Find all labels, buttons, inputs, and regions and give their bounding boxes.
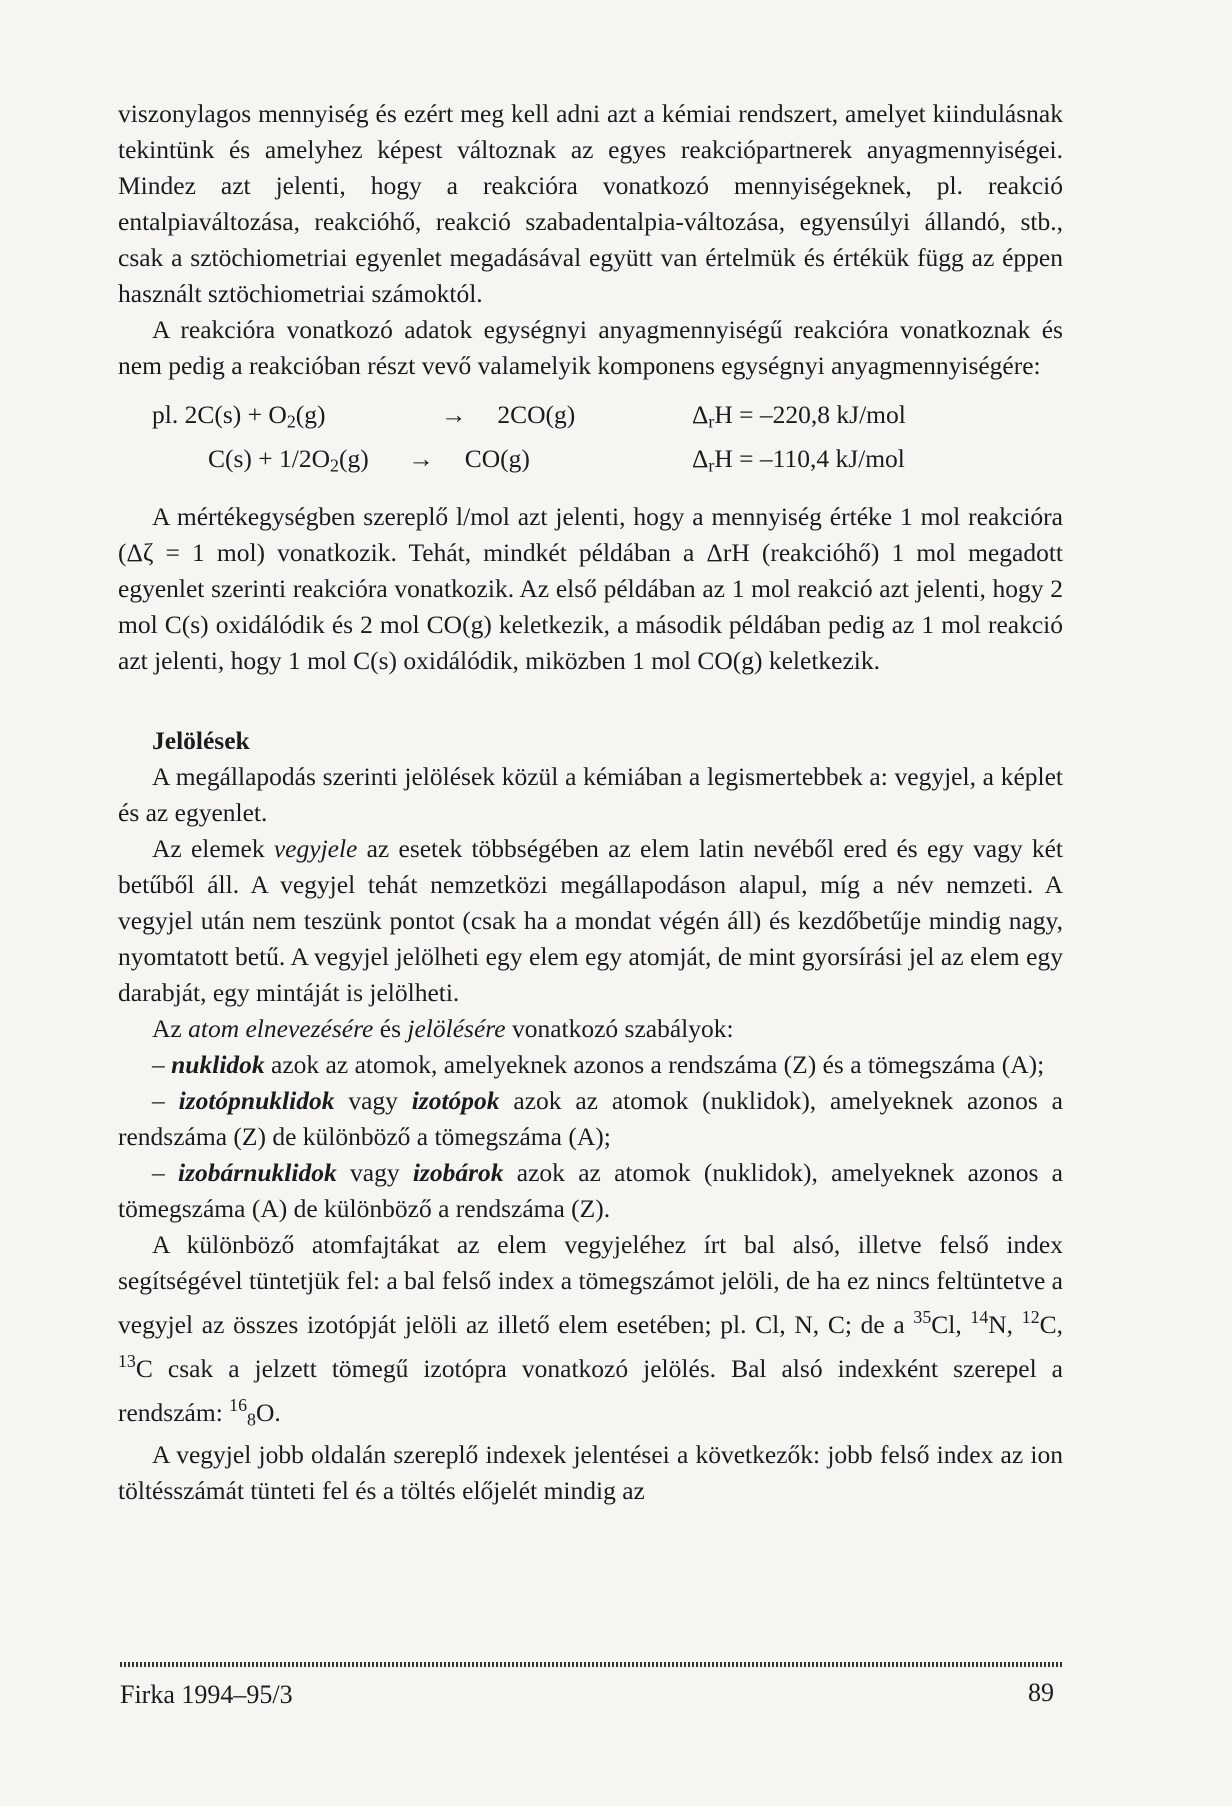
- equation-1-reactants: $2C(s) + O_2(g)$: [184, 400, 326, 432]
- paragraph-3: A mértékegységben szereplő l/mol azt jelenti, hogy a mennyiség értéke 1 mol reakcióra (Δζ = 1 mol) vonatkozik. Tehát, mindkét példában a ΔrH (reakcióhő) 1 mol megadott egyenlet szerinti reakcióra vonatkozik. Az első példában az 1 mol reakció azt jelenti, hogy 2 mol C(s) oxidálódik és 2 mol CO(g) keletkezik, a második példában pedig az 1 mol reakció azt jelenti, hogy 1 mol C(s) oxidálódik, miközben 1 mol CO(g) keletkezik.: [118, 501, 1063, 675]
- equation-2-enthalpy: $\Delta_rH = -110,4$ kJ/mol: [692, 444, 905, 476]
- paragraph-6: Az atom elnevezésére és jelölésére vonatkozó szabályok:: [152, 1013, 734, 1043]
- paragraph-5: Az elemek vegyjele az esetek többségében az elem latin nevéből ered és egy vagy két betűből áll. A vegyjel tehát nemzetközi megállapodáson alapul, míg a név nemzeti. A vegyjel után nem teszünk pontot (csak ha a mondat végén áll) és kezdőbetűje mindig nagy, nyomtatott betű. A vegyjel jelölheti egy elem egy atomját, de mint gyorsírási jel az elem egy darabját, egy mintáját is jelölheti.: [118, 833, 1063, 1007]
- page-body: [118, 96, 1063, 1509]
- section-heading: Jelölések: [152, 725, 250, 755]
- equation-row-1: [152, 396, 1063, 440]
- arrow-icon: →: [440, 400, 467, 429]
- equation-block: [152, 396, 1063, 485]
- footer-journal: Firka 1994–95/3: [120, 1680, 293, 1709]
- arrow-icon: →: [408, 444, 434, 474]
- list-item: – izobárnuklidok vagy izobárok azok az atomok (nuklidok), amelyeknek azonos a tömegszáma (A) de különböző a rendszáma (Z).: [118, 1157, 1063, 1223]
- equation-1-enthalpy: $\Delta_rH = -220,8$ kJ/mol: [692, 400, 906, 432]
- equation-2-products: CO(g): [464, 444, 530, 474]
- equation-1-products: 2CO(g): [497, 400, 576, 429]
- footer-rule: [120, 1662, 1064, 1667]
- list-item: – izotópnuklidok vagy izotópok azok az atomok (nuklidok), amelyeknek azonos a rendszáma (Z) de különböző a tömegszáma (A);: [118, 1085, 1063, 1151]
- list-item: – nuklidok azok az atomok, amelyeknek azonos a rendszáma (Z) és a tömegszáma (A);: [152, 1049, 1045, 1079]
- paragraph-1: viszonylagos mennyiség és ezért meg kell adni azt a kémiai rendszert, amelyet kiindulásnak tekintünk és amelyhez képest változnak az egyes reakciópartnerek anyagmennyiségei. Mindez azt jelenti, hogy a reakcióra vonatkozó mennyiségeknek, pl. reakció entalpiaváltozása, reakcióhő, reakció szabadentalpia-változása, egyensúlyi állandó, stb., csak a sztöchiometriai egyenlet megadásával együtt van értelmük és értékük függ az éppen használt sztöchiometriai számoktól.: [118, 99, 1063, 308]
- equation-row-2: [152, 440, 1063, 484]
- equation-2-reactants: $C(s) + 1/2O_2(g)$: [208, 444, 369, 476]
- paragraph-4: A megállapodás szerinti jelölések közül a kémiában a legismertebbek a: vegyjel, a képlet és az egyenlet.: [118, 761, 1063, 827]
- page-number: 89: [1028, 1678, 1054, 1707]
- example-prefix: pl.: [152, 400, 179, 429]
- paragraph-7: A különböző atomfajtákat az elem vegyjeléhez írt bal alsó, illetve felső index segítségével tüntetjük fel: a bal felső index a tömegszámot jelöli, de ha ez nincs feltüntetve a vegyjel az összes izotópját jelöli az illető elem esetében; pl. Cl, N, C; de a $^{35}$Cl, $^{14}$N, $^{12}$C, $^{13}$C csak a jelzett tömegű izotópra vonatkozó jelölés. Bal alsó indexként szerepel a rendszám: $^{16}_8$O.: [118, 1229, 1063, 1429]
- paragraph-2: A reakcióra vonatkozó adatok egységnyi anyagmennyiségű reakcióra vonatkoznak és nem pedig a reakcióban részt vevő valamelyik komponens egységnyi anyagmennyiségére:: [118, 315, 1063, 380]
- paragraph-8: A vegyjel jobb oldalán szereplő indexek jelentései a következők: jobb felső index az ion töltésszámát tünteti fel és a töltés előjelét mindig az: [118, 1439, 1063, 1505]
